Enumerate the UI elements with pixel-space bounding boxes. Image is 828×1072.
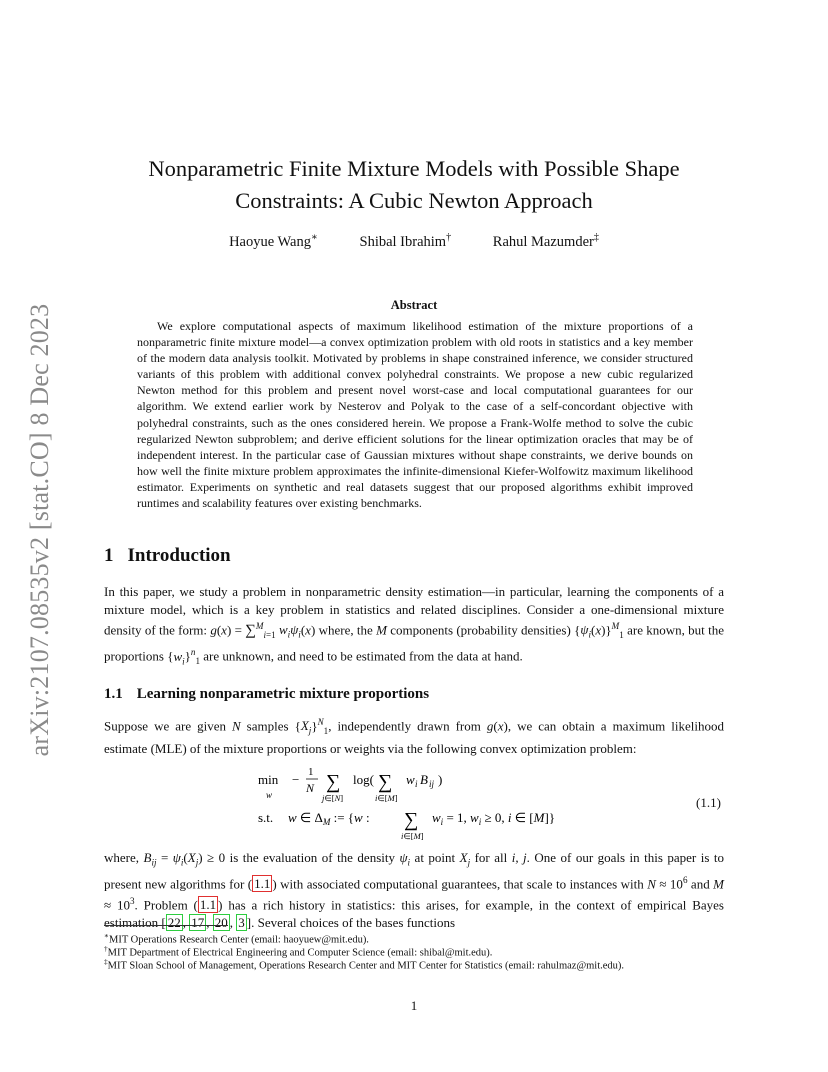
- svg-text:wi = 1, wi ≥ 0, i ∈ [M]}: $w_i = 1$, $w_i \ge 0$, i ∈ [M]}: [432, 810, 556, 827]
- title-line-2: Constraints: A Cubic Newton Approach: [235, 188, 593, 213]
- author: [493, 234, 599, 250]
- svg-text:log(: log(: [353, 772, 374, 787]
- body-paragraph: Suppose we are given N samples $\{X_j\}^N_1$, independently drawn from g(x), we can obtain a maximum likelihood estimate (MLE) of the mixture proportions or weights via the following convex optimization problem:: [104, 717, 725, 757]
- text-run: , we can obtain a maximum likelihood estimate (MLE) of the mixture proportions or weights via the following convex optimization problem:: [104, 718, 725, 757]
- subsection-heading: [104, 686, 429, 703]
- svg-text:∑: ∑: [378, 771, 393, 793]
- svg-text:−: −: [292, 772, 300, 787]
- section-heading: [104, 545, 231, 567]
- text-run: Suppose we are given: [104, 718, 232, 734]
- equation-ref-link[interactable]: 1.1: [199, 897, 217, 913]
- text-run: In this paper, we study a problem in nonparametric density estimation—in particular, learning the components of a mixture model, which is a key problem in statistics and related disciplines. Consider a one-dimensional mixture density of the form:: [104, 584, 724, 638]
- text-run: is the evaluation of the density: [225, 850, 400, 865]
- abstract-text: We explore computational aspects of maximum likelihood estimation of the mixture proportions of a nonparametric finite mixture model—a convex optimization problem with old roots in statistics and a key member of the modern data analysis toolkit. Motivated by problems in shape constrained inference, we consider structured variants of this problem with additional convex polyhedral constraints. We propose a new cubic regularized Newton method for this problem and present novel worst-case and local computational guarantees for our algorithm. We extend earlier work by Nesterov and Polyak to the case of a self-concordant objective with polyhedral constraints, such as the ones considered herein. We propose a Frank-Wolfe method to solve the cubic regularized Newton subproblem; and derive efficient solutions for the linear optimization oracles that may be of independent interest. In the particular case of Gaussian mixtures without shape constraints, we derive bounds on how well the finite mixture problem approximates the infinite-dimensional Kiefer-Wolfowitz maximum likelihood estimator. Experiments on synthetic and real datasets suggest that our proposed algorithms exhibit improved runtimes and scalability features over existing benchmarks.: [137, 319, 693, 511]
- footnote-rule: [104, 925, 228, 926]
- svg-text:B: B: [420, 772, 428, 787]
- text-run: has a rich history in statistics: this arises, for example, in the context of empirical Bayes estimation: [104, 897, 724, 930]
- svg-text:1: 1: [308, 766, 314, 778]
- text-run: where,: [104, 850, 144, 865]
- author-name: Shibal Ibrahim: [359, 233, 447, 250]
- footnote: [104, 955, 744, 973]
- intro-paragraph: In this paper, we study a problem in nonparametric density estimation—in particular, learning the components of a mixture model, which is a key problem in statistics and related disciplines. Consider a one-dimensional mixture density of the form: g(x) = ∑$^M_{i=1}$ $w_i\psi_i(x)$ where, the M components (probability densities) $\{\psi_i(x)\}^M_1$ are known, but the proportions $\{w_i\}^n_1$ are unknown, and need to be estimated from the data at hand.: [104, 584, 724, 667]
- footnote-text: MIT Sloan School of Management, Operations Research Center and MIT Center for Statistics (email: rahulmaz@mit.edu).: [107, 960, 625, 972]
- author: [229, 234, 318, 250]
- text-run: where, the: [315, 622, 377, 638]
- svg-text:): ): [438, 772, 443, 787]
- equation-ref-link[interactable]: 1.1: [254, 876, 271, 892]
- text-run: . Problem: [134, 897, 194, 913]
- text-run: components (probability densities): [386, 622, 575, 638]
- paper-title: [104, 153, 724, 217]
- text-run: , independently drawn from: [328, 718, 487, 734]
- title-line-1: Nonparametric Finite Mixture Models with Possible Shape: [148, 156, 680, 181]
- svg-text:i∈[M]: i∈[M]: [401, 831, 424, 841]
- footnote-mark: ∗: [104, 931, 109, 940]
- text-run: at point: [410, 850, 460, 865]
- text-run: for all: [470, 850, 512, 865]
- subsection-title: Learning nonparametric mixture proportions: [136, 686, 430, 702]
- footnote-mark: ∗: [310, 232, 318, 243]
- footnote-mark: †: [446, 232, 452, 243]
- body-paragraph: where, $B_{ij} = \psi_i(X_j) \ge 0$ is the evaluation of the density $\psi_i$ at point $X_j$ for all i, j. One of our goals in this paper is to present new algorithms for ( 1.1 ) with associated computational guarantees, that scale to instances with $N \approx 10^6$ and $M \approx 10^3$. Problem ( 1.1 ) has a rich history in statistics: this arises, for example, in the context of empirical Bayes estimation [ 22 , 17 , 20 , 3 ]. Several choices of the bases functions: [104, 850, 724, 930]
- author-name: Rahul Mazumder: [492, 233, 594, 250]
- svg-text:j∈[N]: j∈[N]: [322, 793, 344, 803]
- footnote-mark: †: [104, 944, 108, 953]
- min-operator: min: [258, 772, 279, 787]
- text-run: . Several choices of the bases functions: [251, 914, 456, 930]
- subject-to-label: s.t.: [258, 810, 274, 825]
- citation-link[interactable]: 22: [167, 914, 181, 930]
- svg-text:i: i: [415, 779, 418, 789]
- footnote-text: MIT Operations Research Center (email: haoyuew@mit.edu).: [109, 934, 369, 946]
- text-run: and: [687, 876, 714, 892]
- text-run: are unknown, and need to be estimated from the data at hand.: [200, 648, 523, 664]
- text-run: are known, but the proportions: [104, 622, 724, 664]
- svg-text:w: w: [266, 790, 273, 800]
- footnote-mark: ‡: [104, 957, 108, 966]
- svg-text:i∈[M]: i∈[M]: [375, 793, 398, 803]
- svg-text:N: N: [306, 781, 315, 795]
- arxiv-sidebar-stamp: [20, 290, 60, 770]
- text-run: with associated computational guarantees, that scale to instances with: [276, 876, 648, 892]
- citation-link[interactable]: 17: [191, 914, 205, 930]
- author: [360, 234, 452, 250]
- svg-text:∑: ∑: [326, 771, 341, 793]
- equation-block: [256, 762, 726, 842]
- svg-text:w: w: [406, 772, 415, 787]
- equation-number: (1.1): [696, 795, 721, 810]
- equation-formula: [256, 762, 726, 842]
- citation-link[interactable]: 20: [214, 914, 228, 930]
- svg-text:ij: ij: [429, 779, 435, 789]
- abstract-heading: Abstract: [390, 298, 438, 312]
- footnote-mark: ‡: [593, 232, 599, 243]
- author-name: Haoyue Wang: [229, 233, 311, 250]
- page-number: 1: [410, 998, 418, 1013]
- svg-text:w ∈ ΔM := {w :: w ∈ $\Delta_M$ := {w :: [288, 810, 370, 827]
- section-number: 1: [104, 545, 114, 566]
- subsection-number: 1.1: [104, 686, 123, 702]
- text-run: . One of our goals in this paper is to present new algorithms for: [104, 850, 724, 892]
- section-title: Introduction: [127, 545, 231, 566]
- text-run: samples: [240, 718, 295, 734]
- svg-text:∑: ∑: [404, 809, 419, 831]
- arxiv-identifier: arXiv:2107.08535v2 [stat.CO] 8 Dec 2023: [25, 303, 54, 757]
- footnote-text: MIT Department of Electrical Engineering and Computer Science (email: shibal@mit.edu).: [107, 947, 493, 959]
- citation-link[interactable]: 3: [238, 914, 245, 930]
- author-list: [104, 232, 724, 251]
